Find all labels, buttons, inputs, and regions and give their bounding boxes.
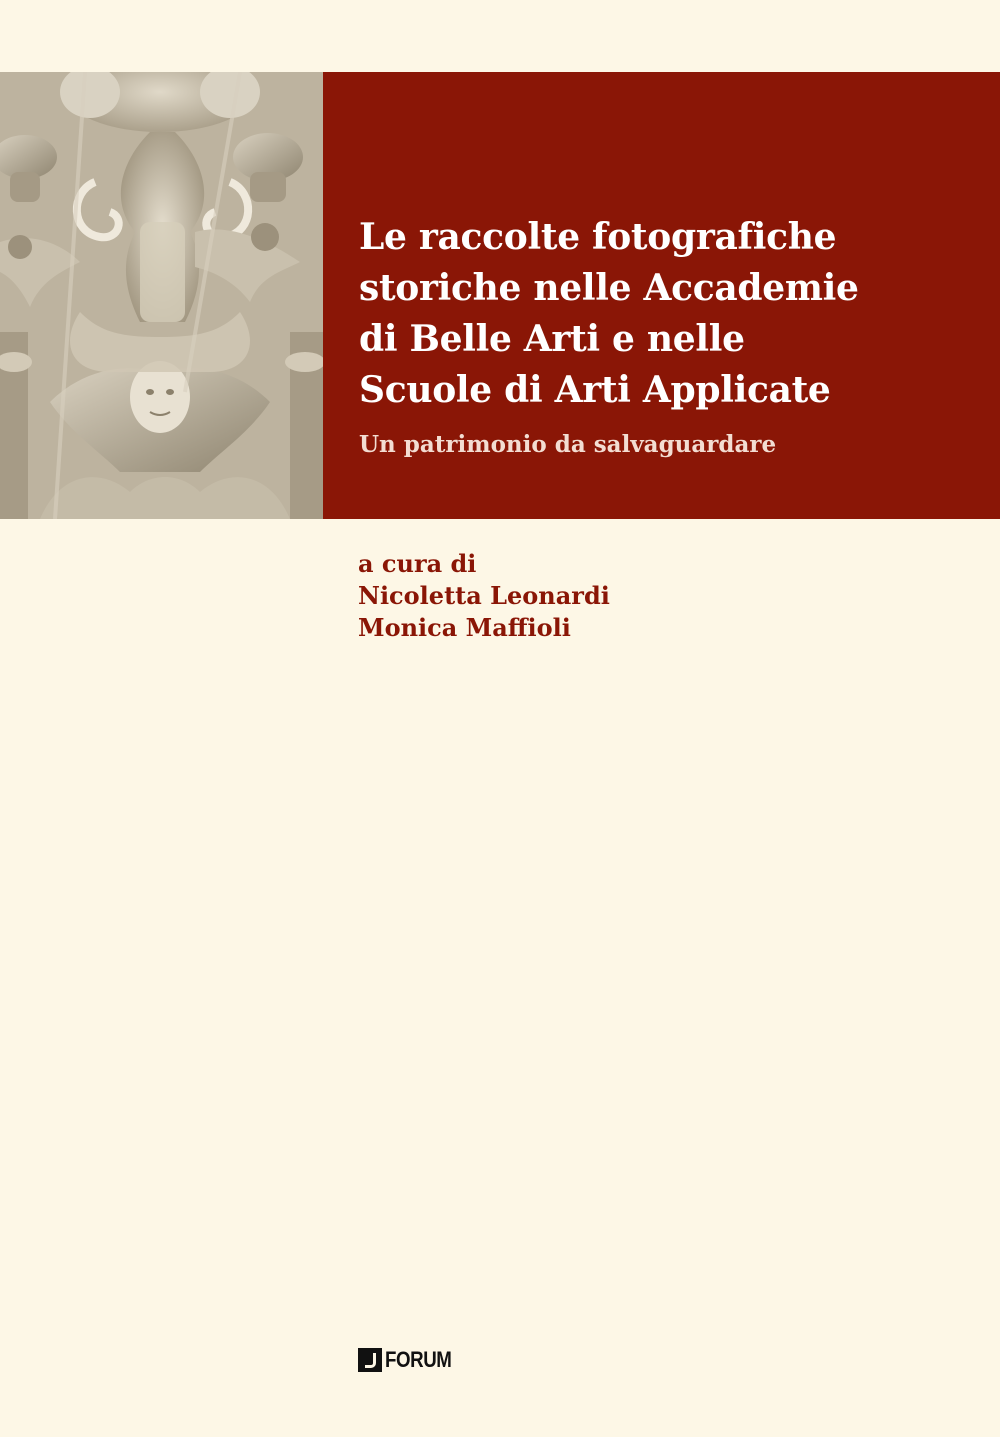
title-band [323,72,1000,519]
editors-block [358,548,958,644]
title-line: storiche nelle Accademie [359,267,859,309]
book-subtitle: Un patrimonio da salvaguardare [359,431,777,458]
editor-name: Nicoletta Leonardi [358,581,610,610]
relief-ornament-image [0,72,323,519]
forum-logo-icon [358,1348,382,1372]
title-line: Le raccolte fotografiche [359,216,837,258]
book-title [359,212,989,416]
title-line: Scuole di Arti Applicate [359,369,831,411]
publisher-name: FORUM [385,1347,452,1372]
editor-name: Monica Maffioli [358,613,571,642]
cover-photo-relief [0,72,323,519]
publisher-mark [358,1347,463,1373]
title-line: di Belle Arti e nelle [359,318,745,360]
editors-intro: a cura di [358,549,477,578]
